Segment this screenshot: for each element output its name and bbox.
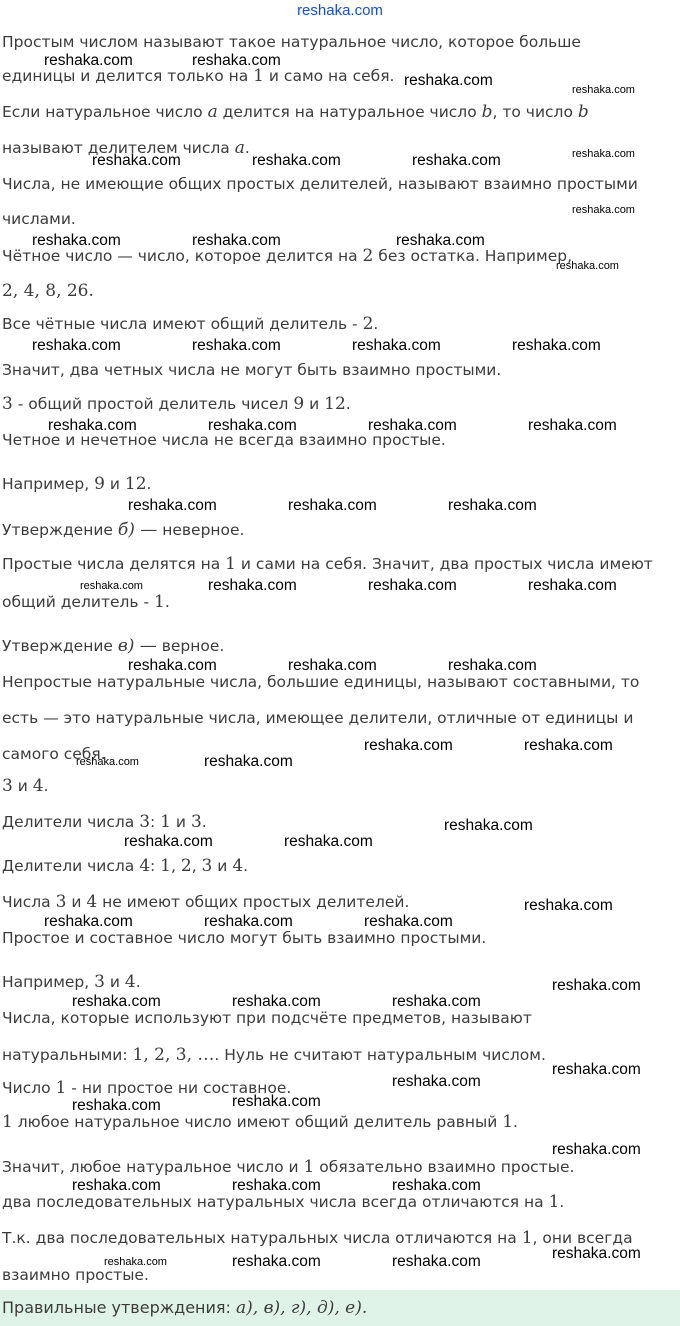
watermark-text: reshaka.com: [528, 417, 617, 434]
math-expression: 2: [362, 314, 374, 334]
watermark-text: reshaka.com: [556, 260, 619, 272]
math-expression: 1: [160, 856, 171, 876]
math-expression: а), в), г), д), е).: [236, 1298, 368, 1318]
text-run: Простые числа делятся на: [2, 555, 226, 573]
text-run: делится на натуральное число: [217, 103, 482, 121]
math-expression: 3: [94, 972, 105, 992]
text-line: [2, 520, 244, 540]
math-expression: 3: [139, 812, 151, 832]
math-expression: 12: [324, 394, 346, 414]
math-expression: 4: [32, 776, 44, 796]
watermark-text: reshaka.com: [232, 1093, 321, 1110]
text-run: .: [43, 777, 49, 795]
text-line: [2, 474, 151, 494]
watermark-text: reshaka.com: [364, 737, 453, 754]
text-run: .: [559, 1193, 565, 1211]
watermark-text: reshaka.com: [364, 913, 453, 930]
text-run: и: [171, 813, 191, 831]
text-run: ,: [171, 857, 181, 875]
text-line: [2, 672, 639, 692]
text-run: Т.к. два последовательных натуральных числа отличаются на: [2, 1229, 522, 1247]
text-line: [2, 776, 49, 796]
text-line: [2, 636, 224, 656]
math-expression: 3: [2, 776, 13, 796]
text-run: числами.: [2, 210, 76, 228]
text-run: .: [164, 593, 170, 611]
watermark-text: reshaka.com: [124, 833, 213, 850]
text-run: .: [146, 475, 152, 493]
watermark-text: reshaka.com: [552, 1245, 641, 1262]
text-run: - ни простое ни составное.: [66, 1079, 292, 1097]
math-expression: 3: [201, 856, 213, 876]
text-run: обязательно взаимно простые.: [314, 1158, 575, 1176]
text-run: Числа: [2, 893, 56, 911]
text-run: верное.: [156, 637, 225, 655]
text-line: [2, 928, 486, 948]
text-run: взаимно простые.: [2, 1266, 149, 1284]
watermark-text: reshaka.com: [392, 1177, 481, 1194]
watermark-text: reshaka.com: [524, 897, 613, 914]
text-run: общий делитель -: [2, 593, 155, 611]
watermark-text: reshaka.com: [352, 337, 441, 354]
text-run: и: [104, 475, 125, 493]
text-run: и: [12, 777, 33, 795]
text-line: [2, 1265, 149, 1285]
text-run: и: [66, 893, 87, 911]
math-expression: 1: [2, 1112, 13, 1132]
watermark-text: reshaka.com: [76, 756, 139, 768]
watermark-text: reshaka.com: [32, 232, 121, 249]
watermark-text: reshaka.com: [572, 204, 635, 216]
math-expression: 1: [502, 1112, 514, 1132]
text-run: и сами на себя. Значит, два простых числа имеют: [236, 555, 653, 573]
text-run: Четное и нечетное числа не всегда взаимно простые.: [2, 431, 446, 449]
math-expression: б) —: [117, 520, 158, 540]
text-run: Чётное число — число, которое делится на: [2, 247, 363, 265]
math-expression: a: [234, 138, 245, 158]
text-line: [2, 1112, 518, 1132]
watermark-text: reshaka.com: [368, 577, 457, 594]
text-run: .: [243, 857, 249, 875]
watermark-text: reshaka.com: [524, 737, 613, 754]
watermark-text: reshaka.com: [128, 497, 217, 514]
watermark-text: reshaka.com: [528, 577, 617, 594]
text-line: [2, 32, 581, 52]
math-expression: 2: [180, 856, 192, 876]
watermark-text: reshaka.com: [232, 1177, 321, 1194]
watermark-text: reshaka.com: [572, 148, 635, 160]
watermark-text: reshaka.com: [392, 1253, 481, 1270]
math-expression: 2, 4, 8, 26.: [2, 281, 94, 301]
watermark-text: reshaka.com: [392, 993, 481, 1010]
watermark-text: reshaka.com: [44, 52, 133, 69]
text-run: .: [135, 973, 141, 991]
answer-line: [2, 1297, 367, 1319]
text-run: Например,: [2, 973, 95, 991]
text-run: .: [513, 1113, 518, 1131]
text-run: Все чётные числа имеют общий делитель -: [2, 315, 363, 333]
math-expression: a: [207, 102, 218, 122]
math-expression: 4: [124, 972, 136, 992]
text-line: [2, 281, 94, 301]
math-expression: 1: [55, 1078, 67, 1098]
text-run: называют делителем числа: [2, 139, 235, 157]
watermark-text: reshaka.com: [288, 657, 377, 674]
text-line: [2, 892, 409, 912]
text-line: [2, 314, 378, 334]
text-line: [2, 972, 141, 992]
watermark-text: reshaka.com: [552, 1061, 641, 1078]
watermark-text: reshaka.com: [72, 1177, 161, 1194]
text-run: , они всегда: [532, 1229, 633, 1247]
text-run: ,: [191, 857, 202, 875]
math-expression: 12: [124, 474, 147, 494]
text-run: Если натуральное число: [2, 103, 208, 121]
watermark-text: reshaka.com: [192, 52, 281, 69]
text-run: и: [304, 395, 325, 413]
watermark-text: reshaka.com: [444, 817, 533, 834]
watermark-text: reshaka.com: [192, 232, 281, 249]
math-expression: 4: [232, 856, 244, 876]
text-run: два последовательных натуральных числа всегда отличаются на: [2, 1193, 549, 1211]
math-expression: 1: [225, 554, 236, 574]
watermark-text: reshaka.com: [392, 1073, 481, 1090]
text-run: Правильные утверждения:: [2, 1298, 236, 1317]
text-run: Значит, любое натуральное число и: [2, 1158, 304, 1176]
text-line: [2, 812, 207, 832]
math-expression: 1: [253, 66, 264, 86]
math-expression: 1: [548, 1192, 560, 1212]
text-run: .: [201, 813, 207, 831]
text-run: Значит, два четных числа не могут быть взаимно простыми.: [2, 361, 502, 379]
watermark-text: reshaka.com: [284, 833, 373, 850]
watermark-text: reshaka.com: [32, 337, 121, 354]
text-run: Простое и составное число могут быть взаимно простыми.: [2, 929, 487, 947]
text-line: [2, 1157, 574, 1177]
text-run: .: [345, 395, 351, 413]
math-expression: 9: [94, 474, 105, 494]
watermark-text: reshaka.com: [208, 417, 297, 434]
text-line: [2, 856, 248, 876]
watermark-text: reshaka.com: [104, 1256, 167, 1268]
text-run: Делители числа: [2, 813, 140, 831]
math-expression: 9: [293, 394, 305, 414]
watermark-text: reshaka.com: [448, 657, 537, 674]
math-expression: 1: [521, 1228, 533, 1248]
text-run: неверное.: [157, 521, 245, 539]
watermark-text: reshaka.com: [48, 417, 137, 434]
text-run: - общий простой делитель чисел: [12, 395, 294, 413]
text-run: и: [212, 857, 233, 875]
text-line: [2, 1045, 546, 1065]
math-expression: 2: [362, 246, 374, 266]
text-run: не имеют общих простых делителей.: [97, 893, 410, 911]
text-line: [2, 708, 633, 728]
text-line: [2, 102, 589, 122]
text-line: [2, 1192, 564, 1212]
text-line: [2, 554, 653, 574]
text-run: Например,: [2, 475, 95, 493]
watermark-text: reshaka.com: [512, 337, 601, 354]
text-line: [2, 1228, 633, 1248]
text-run: и: [104, 973, 125, 991]
watermark-text: reshaka.com: [232, 993, 321, 1010]
text-line: [2, 394, 351, 414]
text-run: Число: [2, 1079, 56, 1097]
watermark-text: reshaka.com: [128, 657, 217, 674]
math-expression: 3: [55, 892, 67, 912]
text-run: без остатка. Например,: [373, 247, 573, 265]
text-run: Утверждение: [2, 637, 118, 655]
text-line: [2, 360, 501, 380]
text-run: Числа, не имеющие общих простых делителей, называют взаимно простыми: [2, 175, 638, 193]
watermark-text: reshaka.com: [448, 497, 537, 514]
text-run: единицы и делится только на: [2, 67, 254, 85]
math-expression: в) —: [117, 636, 157, 656]
math-expression: b: [481, 102, 493, 122]
text-run: .: [244, 139, 250, 157]
text-line: [2, 1008, 532, 1028]
watermark-text: reshaka.com: [192, 337, 281, 354]
text-run: Утверждение: [2, 521, 118, 539]
text-run: самого себя.: [2, 745, 106, 763]
text-run: Делители числа: [2, 857, 140, 875]
watermark-text: reshaka.com: [368, 417, 457, 434]
math-expression: 1, 2, 3, …: [132, 1045, 215, 1065]
text-run: .: [373, 315, 379, 333]
watermark-text: reshaka.com: [404, 72, 493, 89]
math-expression: 3: [190, 812, 202, 832]
watermark-text: reshaka.com: [208, 577, 297, 594]
watermark-text: reshaka.com: [552, 977, 641, 994]
text-run: Числа, которые используют при подсчёте предметов, называют: [2, 1009, 532, 1027]
text-run: есть — это натуральные числа, имеющее делители, отличные от единицы и: [2, 709, 634, 727]
watermark-text: reshaka.com: [72, 993, 161, 1010]
math-expression: 4: [86, 892, 98, 912]
watermark-text: reshaka.com: [288, 497, 377, 514]
watermark-text: reshaka.com: [92, 152, 181, 169]
text-line: [2, 174, 638, 194]
text-run: и само на себя.: [264, 67, 395, 85]
watermark-text: reshaka.com: [232, 1253, 321, 1270]
watermark-text: reshaka.com: [252, 152, 341, 169]
watermark-text: reshaka.com: [396, 232, 485, 249]
watermark-text: reshaka.com: [204, 753, 293, 770]
math-expression: 1: [154, 592, 165, 612]
math-expression: 1: [160, 812, 171, 832]
text-line: [2, 209, 76, 229]
text-run: :: [150, 857, 161, 875]
watermark-text: reshaka.com: [552, 1141, 641, 1158]
watermark-text: reshaka.com: [204, 913, 293, 930]
text-line: [2, 592, 170, 612]
text-run: натуральными:: [2, 1046, 133, 1064]
text-run: :: [150, 813, 161, 831]
text-run: Простым числом называют такое натуральное число, которое больше: [2, 33, 581, 51]
text-run: , то число: [492, 103, 578, 121]
math-expression: 1: [303, 1157, 315, 1177]
site-header-link[interactable]: reshaka.com: [297, 2, 383, 19]
watermark-text: reshaka.com: [72, 1097, 161, 1114]
math-expression: 3: [2, 394, 13, 414]
watermark-text: reshaka.com: [572, 84, 635, 96]
math-expression: b: [577, 102, 589, 122]
math-expression: 4: [139, 856, 151, 876]
text-run: Непростые натуральные числа, большие единицы, называют составными, то: [2, 673, 640, 691]
text-run: любое натуральное число имеют общий делитель равный: [12, 1113, 503, 1131]
watermark-text: reshaka.com: [44, 913, 133, 930]
text-run: . Нуль не считают натуральным числом.: [214, 1046, 546, 1064]
watermark-text: reshaka.com: [80, 580, 143, 592]
watermark-text: reshaka.com: [412, 152, 501, 169]
